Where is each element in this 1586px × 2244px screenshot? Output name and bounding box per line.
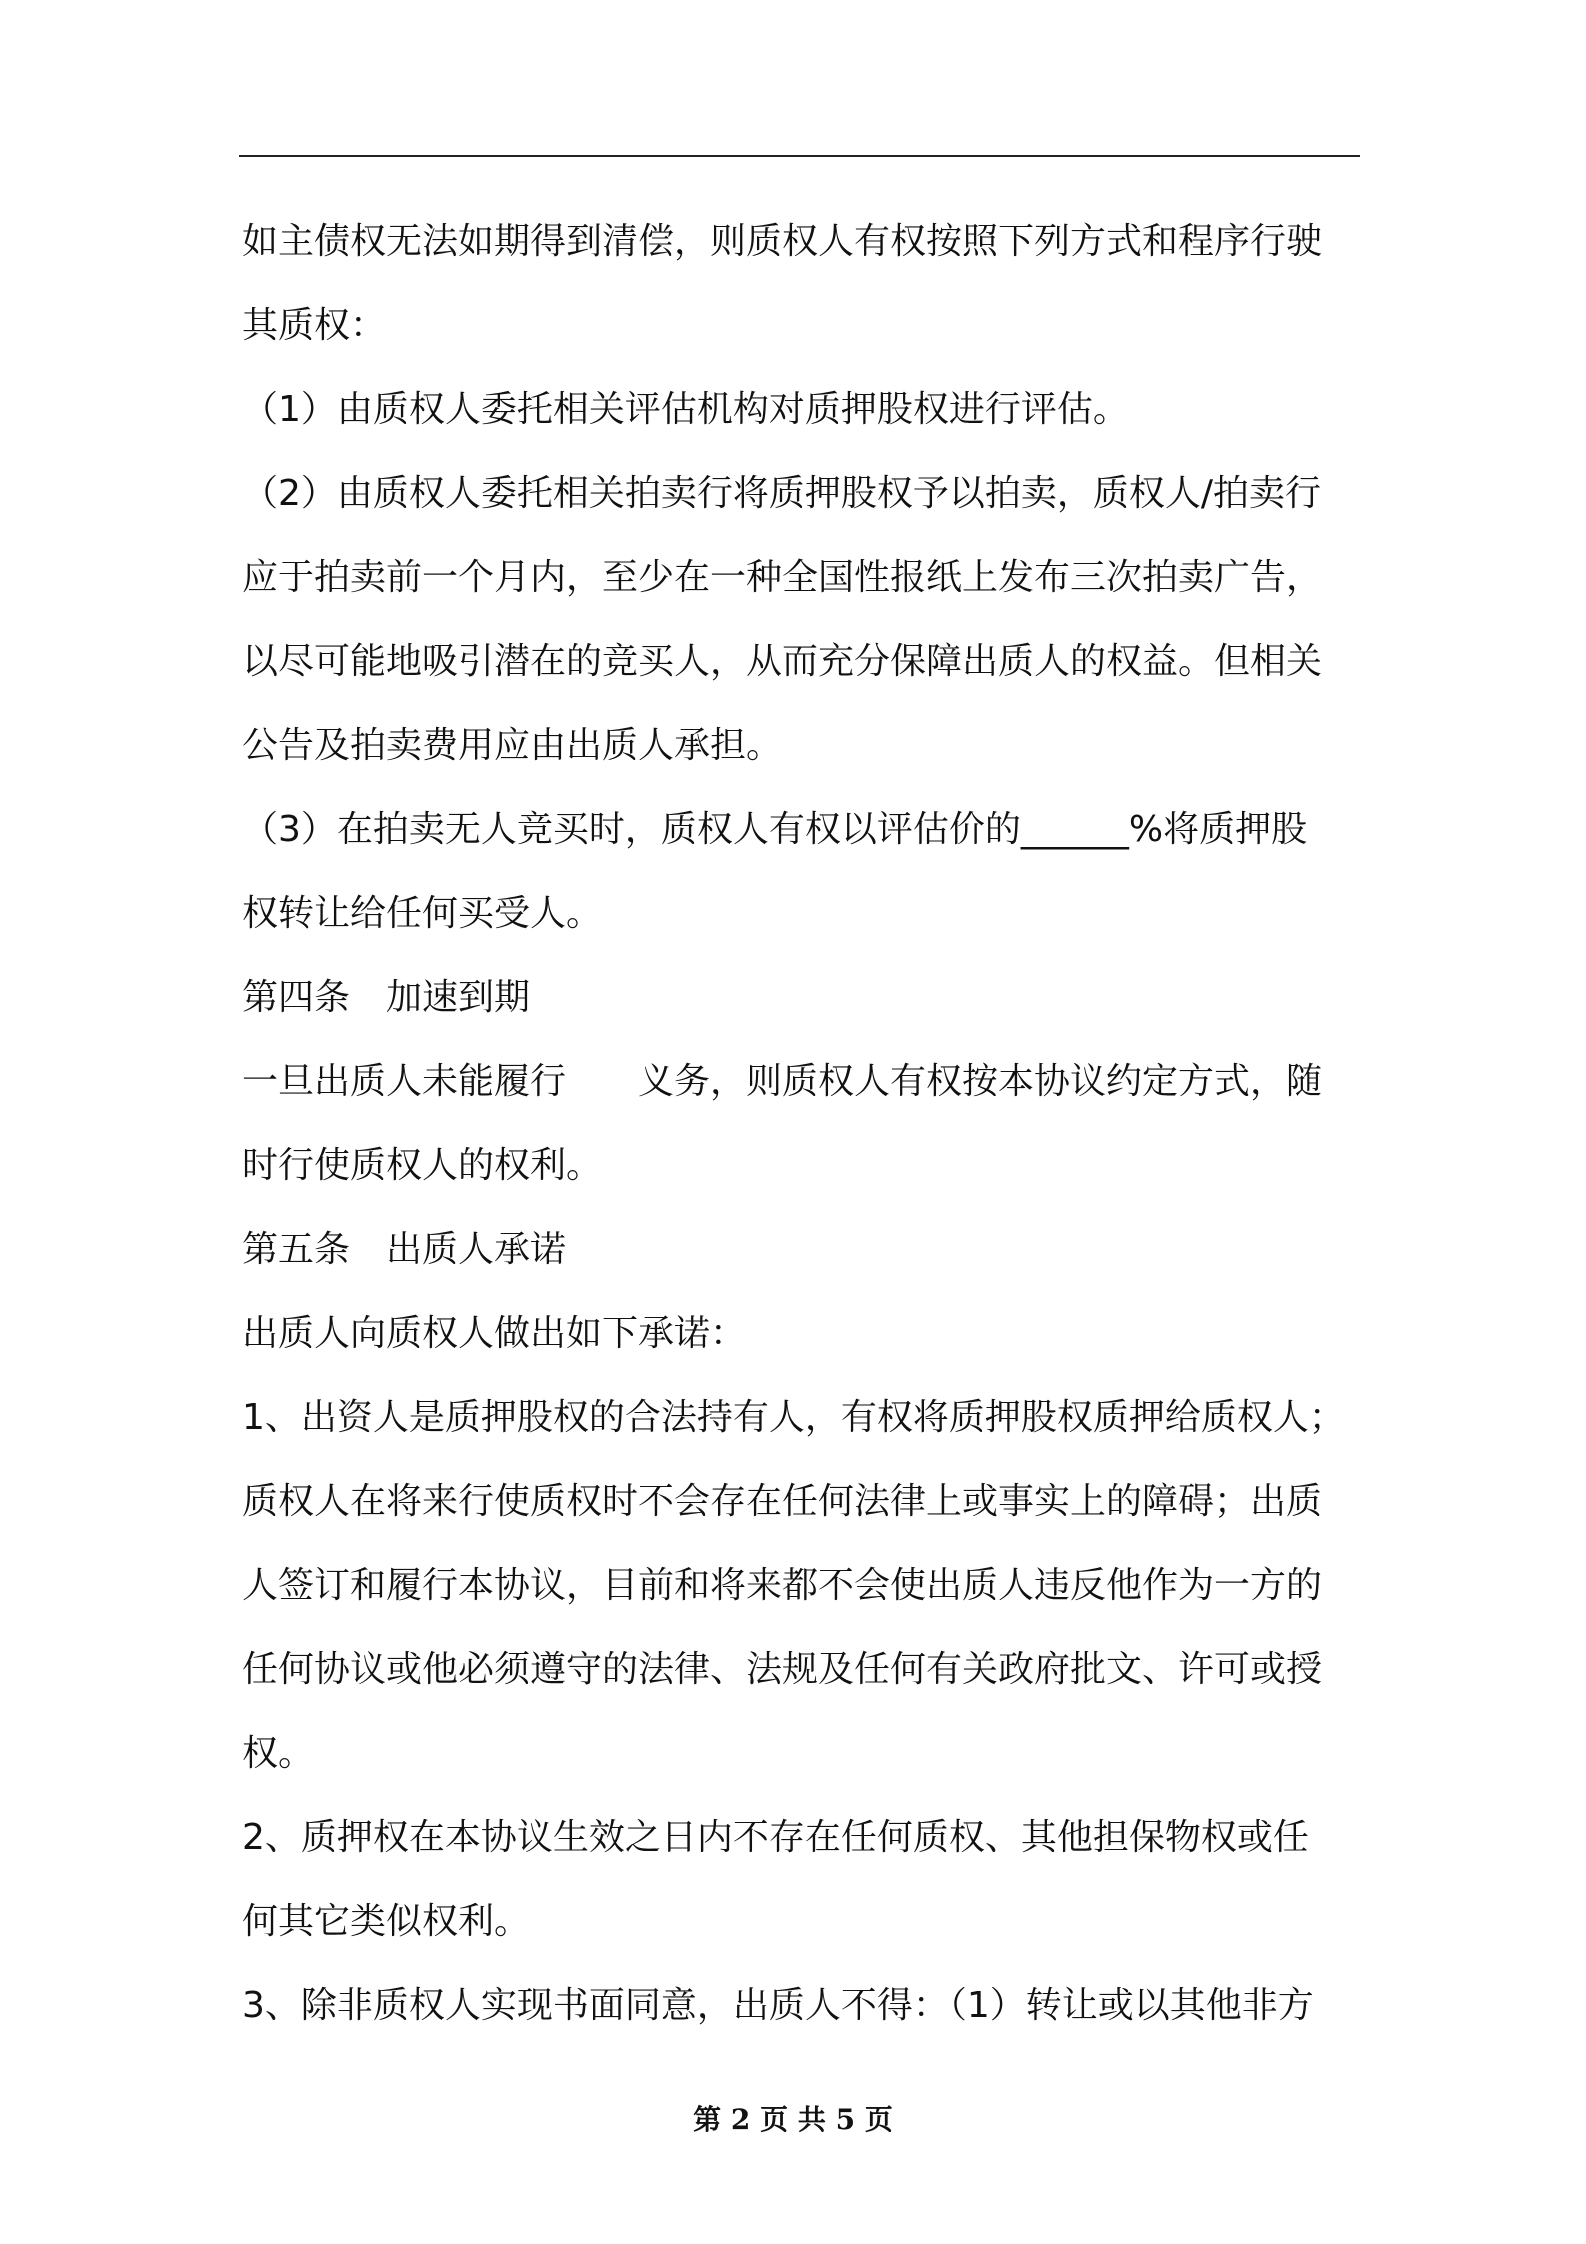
text-line: 应于拍卖前一个月内，至少在一种全国性报纸上发布三次拍卖广告，: [242, 557, 1323, 598]
text-line: 2、质押权在本协议生效之日内不存在任何质权、其他担保物权或任: [242, 1817, 1309, 1858]
text-line: （2）由质权人委托相关拍卖行将质押股权予以拍卖，质权人/拍卖行: [242, 473, 1322, 514]
text-line: （1）由质权人委托相关评估机构对质押股权进行评估。: [242, 389, 1129, 430]
text-line: （3）在拍卖无人竞买时，质权人有权以评估价的______%将质押股: [242, 809, 1308, 850]
text-line: 1、出资人是质押股权的合法持有人，有权将质押股权质押给质权人；: [242, 1397, 1345, 1438]
header-rule: [239, 155, 1360, 157]
text-line: 以尽可能地吸引潜在的竞买人，从而充分保障出质人的权益。但相关: [242, 641, 1323, 682]
text-line: 任何协议或他必须遵守的法律、法规及任何有关政府批文、许可或授: [242, 1649, 1323, 1690]
text-line: 公告及拍卖费用应由出质人承担。: [242, 725, 783, 766]
section-heading: 第四条 加速到期: [242, 977, 531, 1018]
text-line: 一旦出质人未能履行 义务，则质权人有权按本协议约定方式，随: [242, 1061, 1323, 1102]
text-line: 其质权：: [242, 305, 387, 346]
page-number: 第 2 页 共 5 页: [693, 2103, 893, 2136]
text-line: 质权人在将来行使质权时不会存在任何法律上或事实上的障碍；出质: [242, 1481, 1323, 1522]
text-line: 权转让给任何买受人。: [242, 893, 603, 934]
document-body: [242, 200, 1372, 2048]
text-line: 如主债权无法如期得到清偿，则质权人有权按照下列方式和程序行驶: [242, 221, 1323, 262]
section-heading: 第五条 出质人承诺: [242, 1229, 567, 1270]
text-line: 时行使质权人的权利。: [242, 1145, 603, 1186]
text-line: 3、除非质权人实现书面同意，出质人不得：（1）转让或以其他非方: [242, 1985, 1314, 2026]
text-line: 出质人向质权人做出如下承诺：: [242, 1313, 747, 1354]
text-line: 人签订和履行本协议，目前和将来都不会使出质人违反他作为一方的: [242, 1565, 1323, 1606]
text-line: 何其它类似权利。: [242, 1901, 531, 1942]
text-line: 权。: [242, 1733, 315, 1774]
